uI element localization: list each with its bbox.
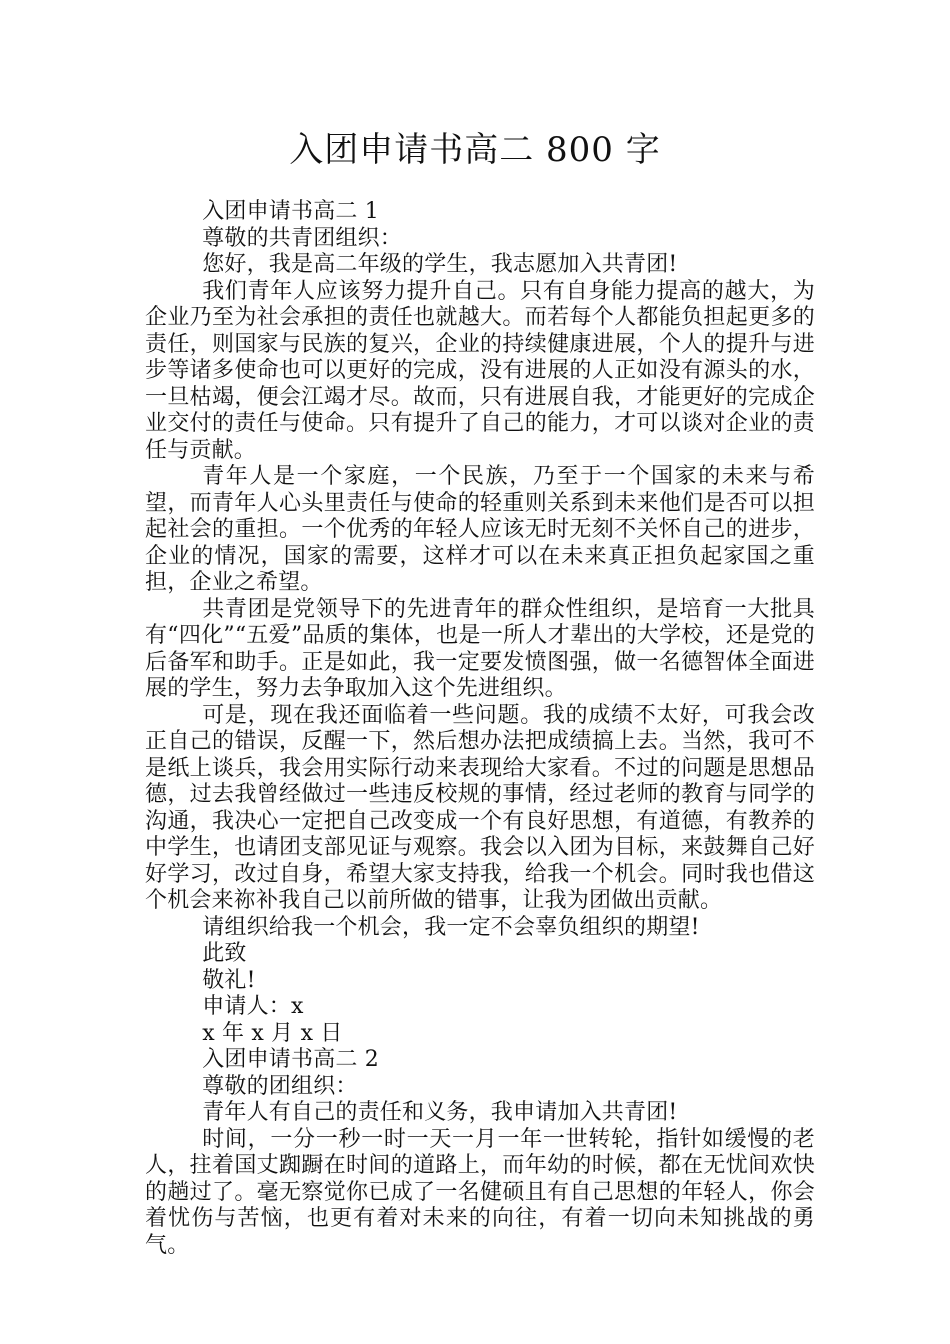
document-body (145, 199, 815, 1259)
section-heading-2: 入团申请书高二 2 (202, 1047, 379, 1072)
section-heading-1: 入团申请书高二 1 (202, 199, 379, 224)
greeting-paragraph: 青年人有自己的责任和义务，我申请加入共青团! (202, 1100, 678, 1125)
closing-cizhi: 此致 (202, 941, 247, 966)
closing-jingli: 敬礼! (202, 967, 256, 993)
salutation: 尊敬的团组织： (202, 1073, 358, 1099)
body-paragraph: 可是，现在我还面临着一些问题。我的成绩不太好，可我会改正自己的错误，反醒一下，然后想办法把成绩搞上去。当然，我可不是纸上谈兵，我会用实际行动来表现给大家看。不过的问题是思想品德，过去我曾经做过一些违反校规的事情，经过老师的教育与同学的沟通，我决心一定把自己改变成一个有良好思想，有道德，有教养的中学生，也请团支部见证与观察。我会以入团为目标，来鼓舞自己好好学习，改过自身，希望大家支持我，给我一个机会。同时我也借这个机会来祢补我自己以前所做的错事，让我为团做出贡献。 (145, 702, 815, 913)
body-paragraph: 共青团是党领导下的先进青年的群众性组织，是培育一大批具有“四化”“五爱”品质的集体，也是一所人才辈出的大学校，还是党的后备军和助手。正是如此，我一定要发愤图强，做一名德智体全面进展的学生，努力去争取加入这个先进组织。 (145, 596, 815, 701)
body-paragraph: 时间，一分一秒一时一天一月一年一世转轮，指针如缓慢的老人，拄着国丈踟蹰在时间的道路上，而年幼的时候，都在无忧间欢快的趟过了。毫无察觉你已成了一名健硕且有自己思想的年轻人，你会着忧伤与苦恼，也更有着对未来的向往，有着一切向未知挑战的勇气。 (145, 1126, 815, 1258)
date-line: x 年 x 月 x 日 (202, 1020, 343, 1046)
greeting-paragraph: 您好，我是高二年级的学生，我志愿加入共青团! (202, 252, 678, 277)
applicant-line: 申请人：x (202, 994, 304, 1019)
body-paragraph: 青年人是一个家庭，一个民族，乃至于一个国家的未来与希望，而青年人心头里责任与使命的轻重则关系到未来他们是否可以担起社会的重担。一个优秀的年轻人应该无时无刻不关怀自己的进步，企业的情况，国家的需要，这样才可以在未来真正担负起家国之重担，企业之希望。 (145, 464, 815, 595)
document-title: 入团申请书高二 800 字 (289, 130, 661, 170)
closing-request: 请组织给我一个机会，我一定不会辜负组织的期望! (202, 914, 700, 940)
salutation: 尊敬的共青团组织： (202, 225, 402, 251)
body-paragraph: 我们青年人应该努力提升自己。只有自身能力提高的越大，为企业乃至为社会承担的责任也就越大。而若每个人都能负担起更多的责任，则国家与民族的复兴，企业的持续健康进展，个人的提升与进步等诸多使命也可以更好的完成，没有进展的人正如没有源头的水，一旦枯竭，便会江竭才尽。故而，只有进展自我，才能更好的完成企业交付的责任与使命。只有提升了自己的能力，才可以谈对企业的责任与贡献。 (145, 278, 815, 463)
